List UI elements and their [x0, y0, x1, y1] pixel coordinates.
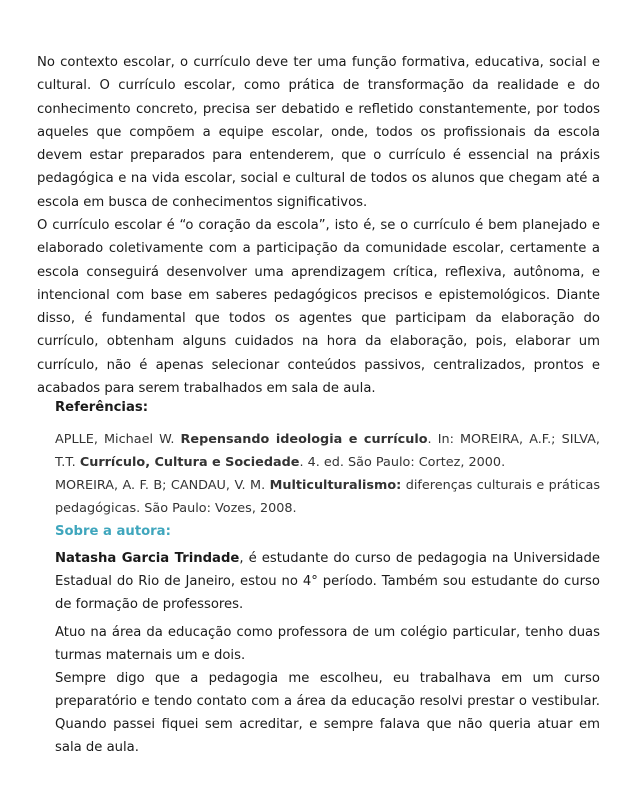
reference-1-authors: APLLE, Michael W.: [55, 432, 181, 447]
reference-1-book: Currículo, Cultura e Sociedade: [79, 455, 300, 470]
reference-2-tail: diferenças culturais e práticas pedagógicas. São Paulo: Vozes, 2008.: [55, 478, 600, 516]
body-paragraph-1: No contexto escolar, o currículo deve ter uma função formativa, educativa, social e cultural. O currículo escolar, como prática de transformação da realidade e do conhecimento concreto, precisa ser debatido e refletido constantemente, por todos aqueles que compõem a equipe escolar, onde, todos os profissionais da escola devem estar preparados para entenderem, que o currículo é essencial na práxis pedagógica e na vida escolar, social e cultural de todos os alunos que chegam até a escola em busca de conhecimentos significativos.: [37, 55, 600, 210]
author-bio-1-text: , é estudante do curso de pedagogia na Universidade Estadual do Rio de Janeiro, estou no 4° período. Também sou estudante do curso de formação de professores.: [55, 551, 600, 612]
reference-2-authors: MOREIRA, A. F. B; CANDAU, V. M.: [55, 478, 270, 493]
reference-2-title: Multiculturalismo:: [269, 478, 402, 493]
references-heading: Referências:: [55, 400, 148, 415]
author-bio-1: [55, 547, 600, 616]
reference-1: [55, 428, 600, 474]
reference-2: [55, 474, 600, 520]
body-paragraph-2: O currículo escolar é “o coração da escola”, isto é, se o currículo é bem planejado e elaborado coletivamente com a participação da comunidade escolar, certamente a escola conseguirá desenvolver uma aprendizagem crítica, reflexiva, autônoma, e intencional com base em saberes pedagógicos precisos e epistemológicos. Diante disso, é fundamental que todos os agentes que participam da elaboração do currículo, obtenham alguns cuidados na hora da elaboração, pois, elaborar um currículo, não é apenas selecionar conteúdos passivos, centralizados, prontos e acabados para serem trabalhados em sala de aula.: [37, 218, 600, 397]
author-bio-3: Sempre digo que a pedagogia me escolheu, eu trabalhava em um curso preparatório e tendo contato com a área da educação resolvi prestar o vestibular. Quando passei fiquei sem acreditar, e sempre falava que não queria atuar em sala de aula.: [55, 671, 600, 755]
author-bio-2: Atuo na área da educação como professora de um colégio particular, tenho duas turmas maternais um e dois.: [55, 625, 600, 663]
author-name: Natasha Garcia Trindade: [55, 551, 240, 566]
reference-1-tail: . 4. ed. São Paulo: Cortez, 2000.: [299, 455, 506, 470]
author-heading: Sobre a autora:: [55, 524, 171, 539]
reference-1-title: Repensando ideologia e currículo: [180, 432, 428, 447]
reference-1-mid: . In: MOREIRA, A.F.; SILVA, T.T.: [55, 432, 600, 470]
